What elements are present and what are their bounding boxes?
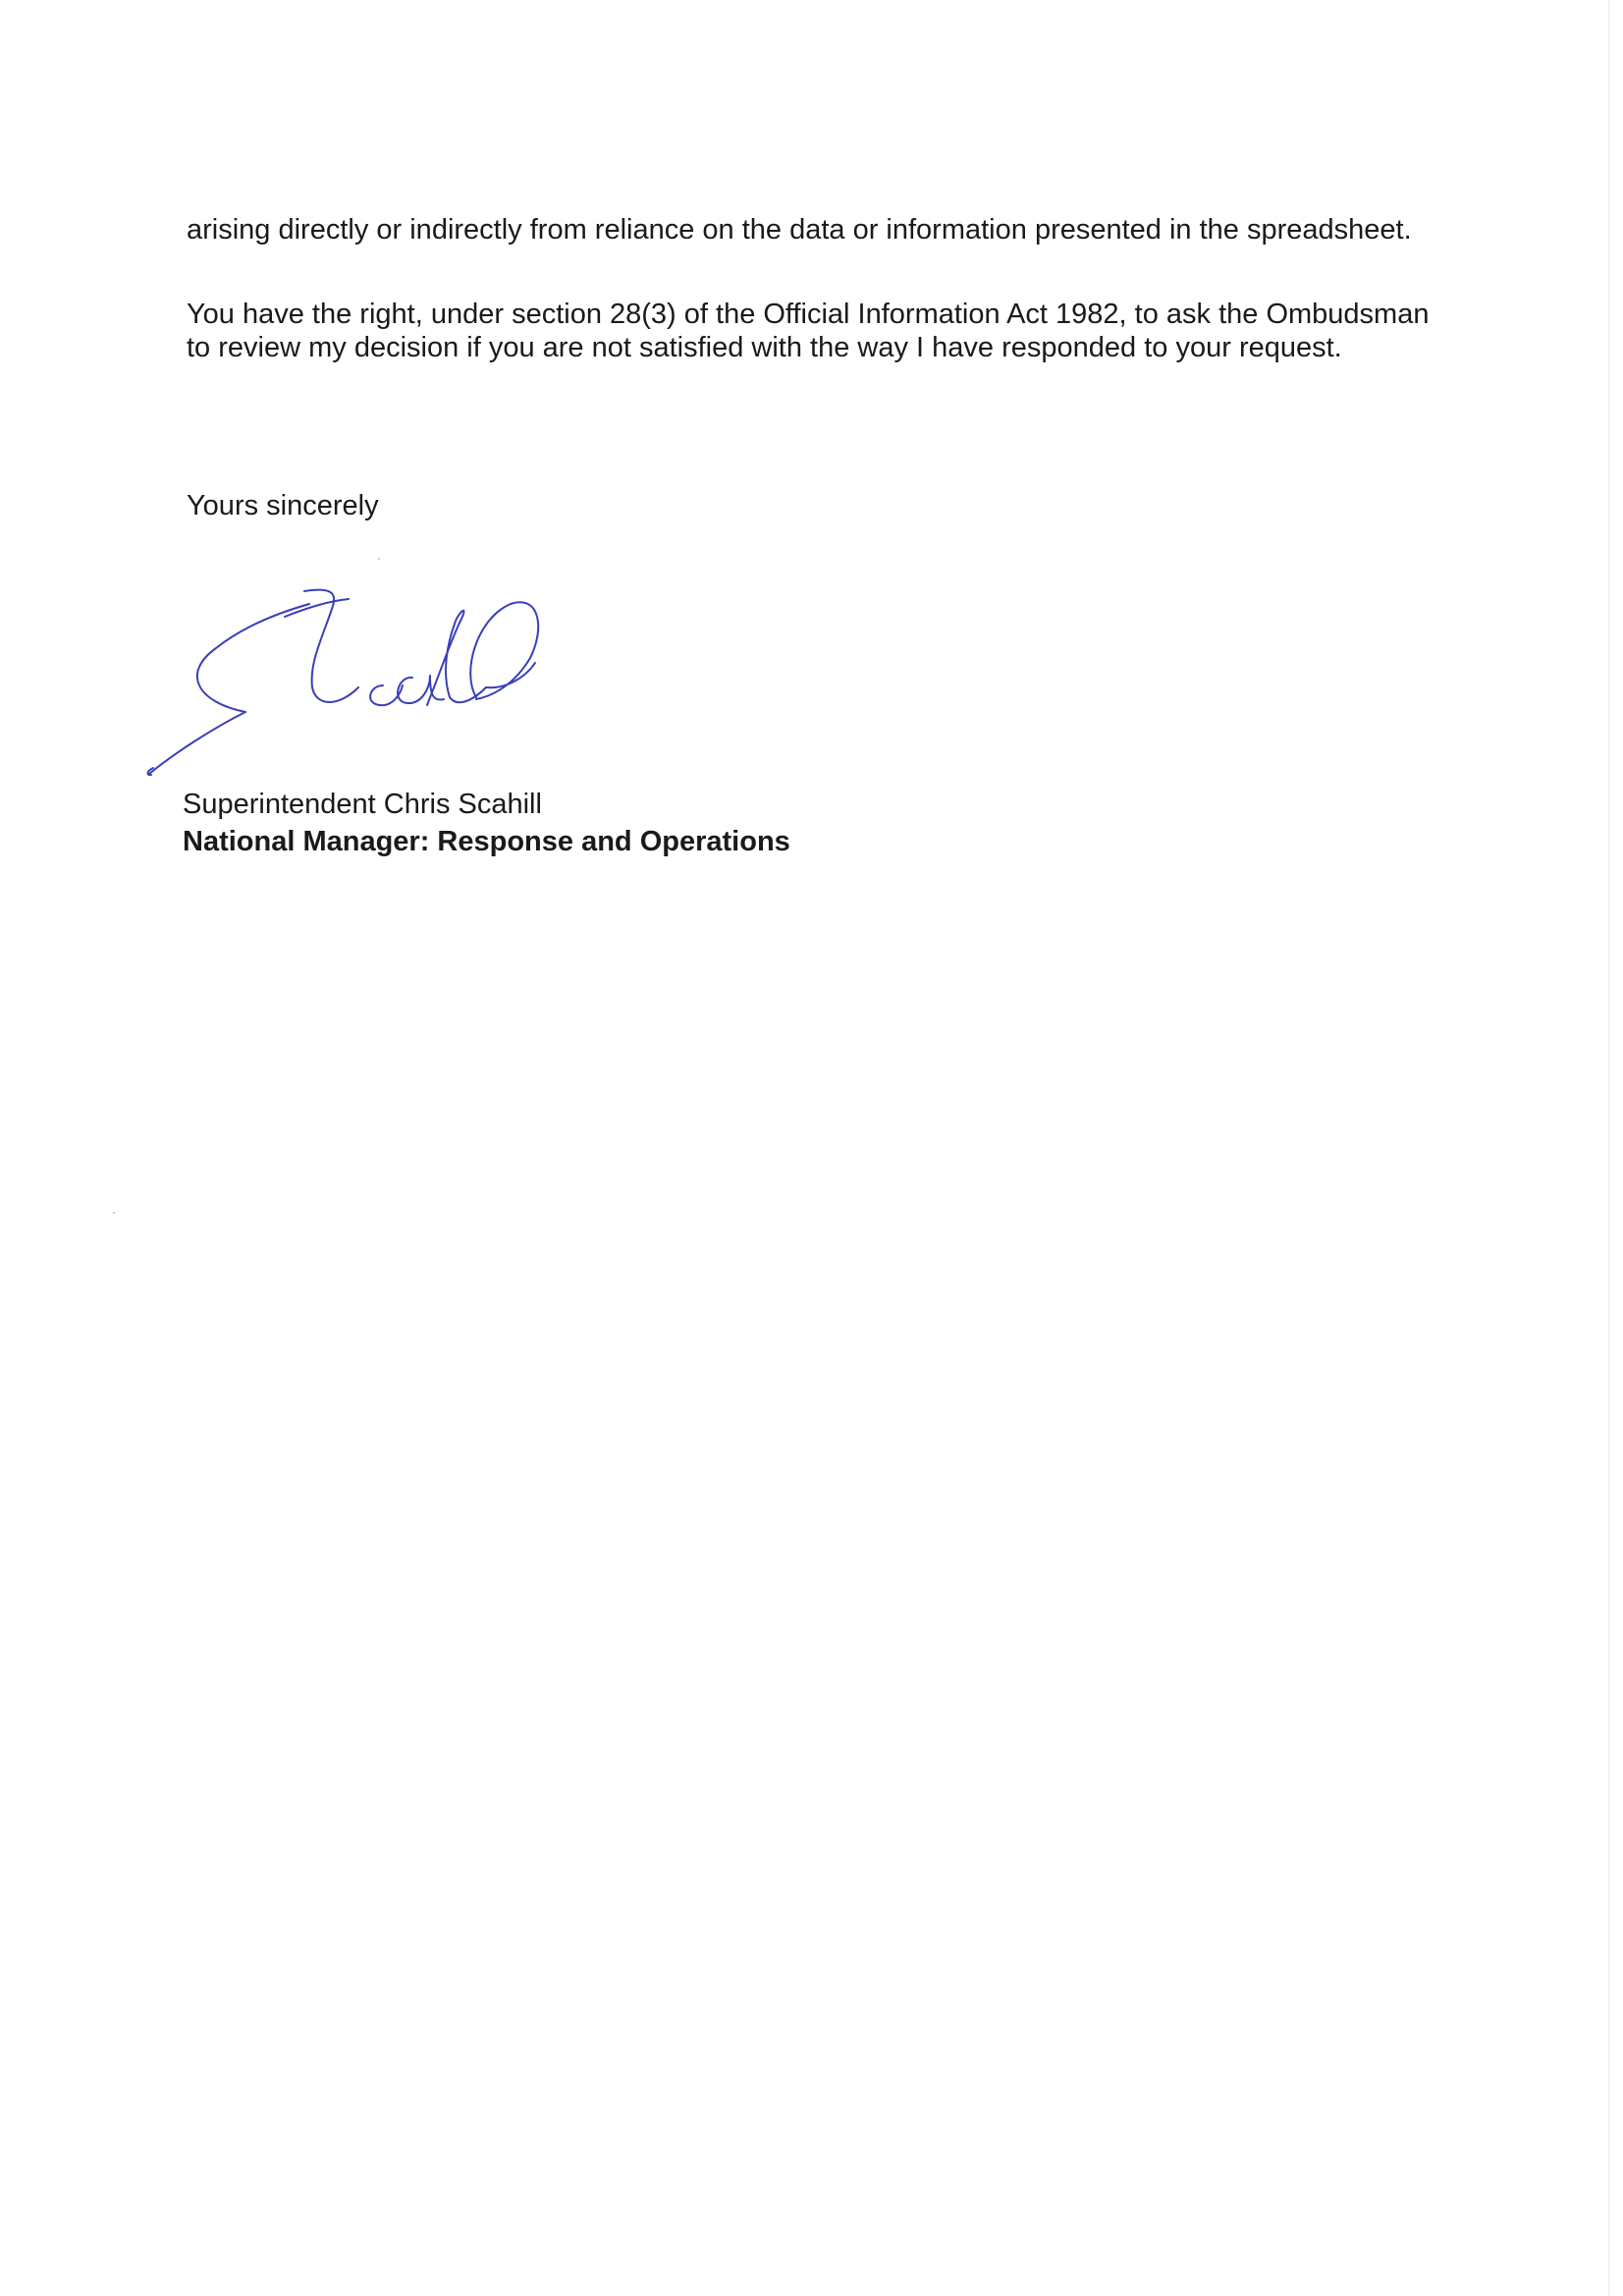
scan-speck (378, 558, 380, 560)
scan-speck (113, 1212, 115, 1214)
scan-edge-line (1608, 0, 1609, 2296)
disclaimer-paragraph: arising directly or indirectly from reliance on the data or information presented in the spreadsheet. (187, 214, 1412, 246)
signer-name: Superintendent Chris Scahill (183, 789, 542, 820)
handwritten-signature (137, 579, 560, 791)
signer-title: National Manager: Response and Operations (183, 826, 790, 857)
ombudsman-paragraph: You have the right, under section 28(3) of the Official Information Act 1982, to ask the Ombudsman to review my decision if you are not satisfied with the way I have responded to your request. (187, 299, 1430, 363)
closing-salutation: Yours sincerely (187, 490, 379, 521)
